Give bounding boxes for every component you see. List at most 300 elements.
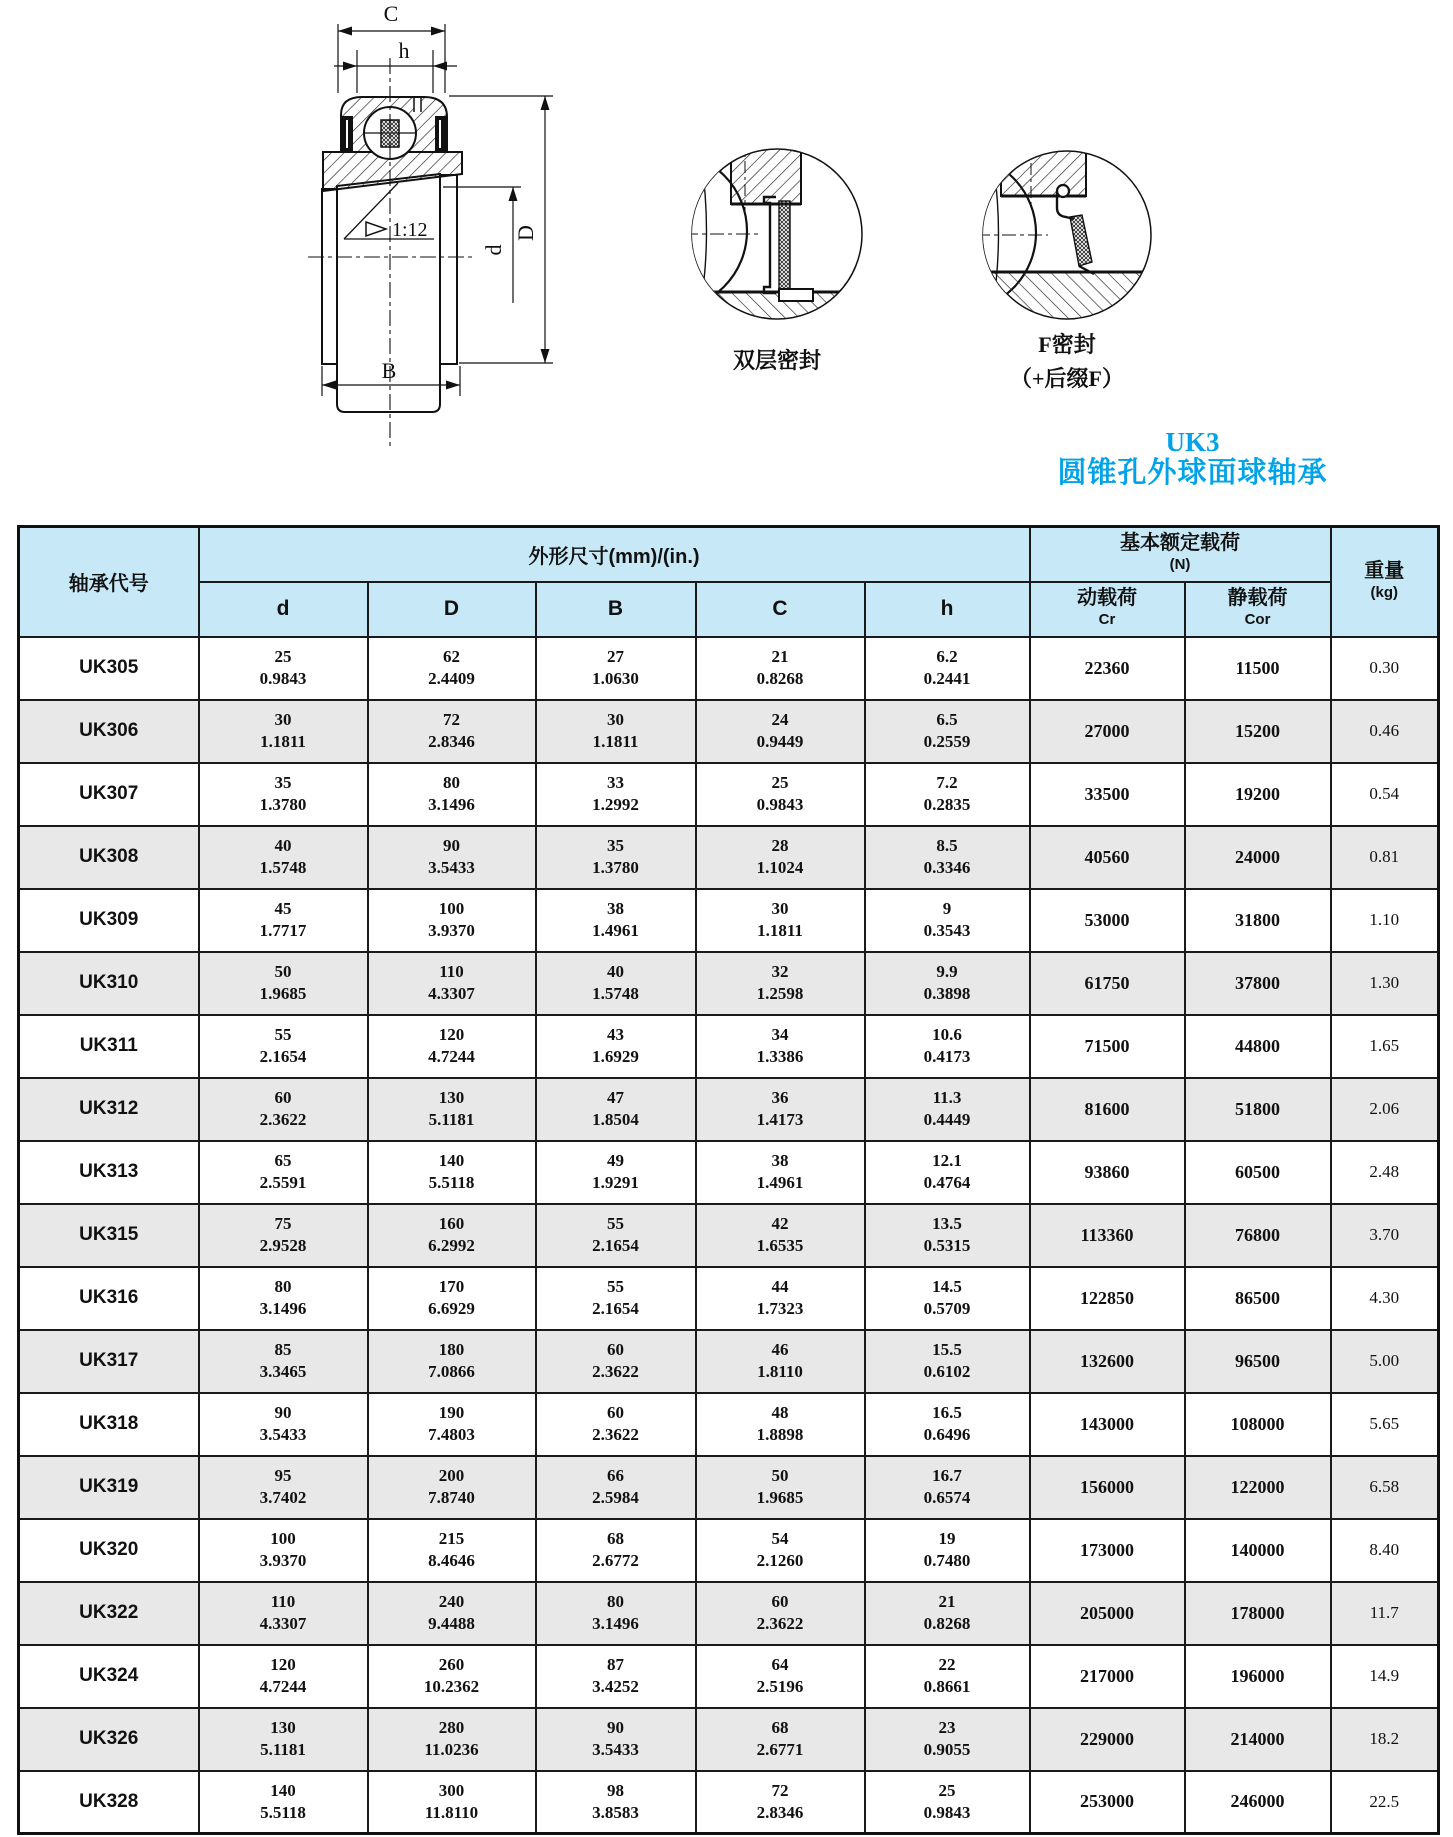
value-mm: 62 [443,647,460,666]
cell-h [865,1645,1030,1708]
cell-cr: 253000 [1030,1771,1185,1834]
cell-cr: 27000 [1030,700,1185,763]
value-inch: 0.3543 [923,921,971,940]
header-dim-h: h [865,582,1030,637]
cell-C [696,1204,865,1267]
value-inch: 0.3346 [923,858,971,877]
value-inch: 0.3898 [923,984,971,1003]
value-mm: 215 [438,1529,465,1548]
cell-d [199,763,368,826]
cell-cr: 113360 [1030,1204,1185,1267]
value-inch: 1.1811 [260,732,306,751]
value-mm: 12.1 [932,1151,962,1170]
value-inch: 2.3622 [756,1614,804,1633]
detail2-caption-line1: F密封 [1038,332,1096,357]
cell-cr: 33500 [1030,763,1185,826]
header-weight-unit: (kg) [1370,583,1398,601]
cell-h [865,1015,1030,1078]
value-mm: 43 [607,1025,624,1044]
cell-cor: 86500 [1185,1267,1331,1330]
cell-B [536,889,696,952]
detail-view-f-seal [880,140,1156,391]
table-row [19,763,1439,826]
cell-code: UK328 [19,1771,199,1834]
cell-D [368,637,536,700]
value-mm: 45 [274,899,292,918]
value-inch: 1.2992 [592,795,639,814]
cell-h [865,1330,1030,1393]
cell-d [199,1267,368,1330]
cell-C [696,700,865,763]
cell-h [865,1456,1030,1519]
value-mm: 300 [438,1780,465,1800]
value-mm: 95 [274,1466,292,1485]
value-inch: 2.8346 [428,732,475,751]
cell-B [536,1519,696,1582]
value-mm: 85 [274,1340,292,1359]
cell-code: UK307 [19,763,199,826]
value-mm: 60 [274,1088,292,1107]
cell-D [368,952,536,1015]
value-inch: 1.1811 [592,732,639,751]
value-inch: 0.4449 [923,1110,971,1129]
cell-code: UK305 [19,637,199,700]
value-mm: 28 [771,836,789,855]
value-mm: 60 [607,1403,624,1422]
cell-C [696,1771,865,1834]
value-inch: 2.1654 [592,1236,639,1255]
cell-cr: 61750 [1030,952,1185,1015]
cell-cor: 19200 [1185,763,1331,826]
value-inch: 0.5315 [923,1236,971,1255]
cell-code: UK313 [19,1141,199,1204]
cell-C [696,1330,865,1393]
value-inch: 3.5433 [592,1740,639,1759]
value-mm: 68 [607,1529,624,1548]
bearing-spec-table [17,525,1440,1835]
cell-cor: 15200 [1185,700,1331,763]
value-mm: 7.2 [936,773,958,792]
value-inch: 1.4173 [756,1110,804,1129]
header-weight-title: 重量 [1364,559,1405,582]
cell-cr: 132600 [1030,1330,1185,1393]
table-row [19,952,1439,1015]
value-mm: 46 [771,1340,789,1359]
cell-kg: 6.58 [1331,1456,1439,1519]
value-inch: 6.2992 [428,1236,475,1255]
value-inch: 3.3465 [259,1362,307,1381]
cell-cor: 108000 [1185,1393,1331,1456]
table-row [19,1330,1439,1393]
value-mm: 68 [771,1718,789,1737]
value-mm: 130 [438,1088,465,1107]
value-mm: 38 [607,899,624,918]
header-load-title: 基本额定载荷 [1120,532,1240,555]
cell-B [536,1582,696,1645]
value-inch: 2.4409 [428,669,475,688]
value-inch: 0.8661 [923,1677,971,1696]
value-inch: 4.7244 [428,1047,475,1066]
cell-cr: 71500 [1030,1015,1185,1078]
value-mm: 87 [607,1655,624,1674]
value-mm: 48 [771,1403,789,1422]
value-mm: 98 [607,1780,624,1800]
cell-kg: 2.48 [1331,1141,1439,1204]
cell-cor: 44800 [1185,1015,1331,1078]
value-mm: 14.5 [932,1277,962,1296]
cell-kg: 5.65 [1331,1393,1439,1456]
table-row [19,1078,1439,1141]
main-bearing-section-view [308,58,474,448]
header-dynamic-load-symbol: Cr [1098,611,1116,628]
value-inch: 1.4961 [756,1173,804,1192]
cell-h [865,763,1030,826]
header-static-load [1185,582,1331,637]
value-mm: 6.2 [936,647,958,666]
value-inch: 0.9449 [756,732,804,751]
cell-D [368,1519,536,1582]
value-inch: 7.0866 [428,1362,475,1381]
value-inch: 2.9528 [259,1236,307,1255]
value-mm: 190 [438,1403,465,1422]
header-bearing-code: 轴承代号 [19,527,199,637]
cell-kg: 22.5 [1331,1771,1439,1834]
value-mm: 10.6 [932,1025,962,1044]
cell-C [696,1141,865,1204]
value-mm: 13.5 [932,1214,962,1233]
cell-D [368,826,536,889]
cell-kg: 1.65 [1331,1015,1439,1078]
header-weight [1331,527,1439,637]
cell-D [368,763,536,826]
value-inch: 5.5118 [260,1802,306,1822]
header-static-load-title: 静载荷 [1227,587,1288,609]
cell-h [865,826,1030,889]
value-inch: 2.1654 [259,1047,307,1066]
cell-cor: 11500 [1185,637,1331,700]
cell-cor: 76800 [1185,1204,1331,1267]
cell-kg: 0.81 [1331,826,1439,889]
cell-code: UK311 [19,1015,199,1078]
value-mm: 11.3 [932,1088,962,1107]
table-header [19,527,1439,637]
value-mm: 24 [771,710,789,729]
value-inch: 2.3622 [592,1425,639,1444]
cell-kg: 0.30 [1331,637,1439,700]
cell-cr: 156000 [1030,1456,1185,1519]
value-inch: 1.5748 [592,984,639,1003]
cell-d [199,1456,368,1519]
header-dim-B: B [536,582,696,637]
value-mm: 180 [438,1340,465,1359]
value-mm: 75 [274,1214,292,1233]
dim-label-d: d [481,244,506,256]
value-mm: 200 [438,1466,465,1485]
detail-view-double-seal [589,138,866,373]
value-mm: 240 [438,1592,465,1611]
cell-C [696,1519,865,1582]
cell-B [536,1141,696,1204]
table-row [19,1393,1439,1456]
value-mm: 15.5 [932,1340,962,1359]
header-dimensions-group: 外形尺寸(mm)/(in.) [199,527,1030,582]
value-inch: 1.1024 [756,858,804,877]
cell-cr: 93860 [1030,1141,1185,1204]
value-inch: 6.6929 [428,1299,475,1318]
value-mm: 120 [270,1655,296,1674]
cell-D [368,1141,536,1204]
cell-cor: 178000 [1185,1582,1331,1645]
value-mm: 27 [607,647,624,666]
cell-code: UK308 [19,826,199,889]
cell-C [696,1393,865,1456]
cell-cr: 81600 [1030,1078,1185,1141]
cell-cr: 205000 [1030,1582,1185,1645]
cell-cor: 24000 [1185,826,1331,889]
value-mm: 36 [771,1088,789,1107]
table-row [19,1015,1439,1078]
cell-kg: 11.7 [1331,1582,1439,1645]
cell-h [865,1708,1030,1771]
value-inch: 3.8583 [592,1802,639,1822]
value-inch: 3.1496 [259,1299,307,1318]
value-inch: 2.6772 [592,1551,639,1570]
value-mm: 47 [607,1088,624,1107]
cell-code: UK326 [19,1708,199,1771]
value-inch: 2.5984 [592,1488,639,1507]
cell-B [536,1393,696,1456]
value-inch: 3.5433 [259,1425,307,1444]
value-inch: 2.1654 [592,1299,639,1318]
cell-D [368,1645,536,1708]
value-inch: 1.3780 [259,795,307,814]
value-inch: 0.8268 [756,669,804,688]
value-inch: 0.2835 [923,795,971,814]
cell-h [865,1141,1030,1204]
cell-B [536,1267,696,1330]
value-inch: 3.9370 [259,1551,307,1570]
value-inch: 2.3622 [259,1110,307,1129]
cell-code: UK320 [19,1519,199,1582]
cell-code: UK319 [19,1456,199,1519]
cell-D [368,1456,536,1519]
table-row [19,1771,1439,1834]
cell-cr: 173000 [1030,1519,1185,1582]
value-mm: 30 [771,899,789,918]
cell-C [696,1582,865,1645]
cell-code: UK316 [19,1267,199,1330]
cell-C [696,1078,865,1141]
cell-C [696,826,865,889]
value-mm: 170 [438,1277,465,1296]
value-inch: 4.7244 [259,1677,307,1696]
value-inch: 3.5433 [428,858,475,877]
cell-h [865,637,1030,700]
value-inch: 0.6574 [923,1488,971,1507]
value-mm: 55 [607,1214,624,1233]
header-dim-D: D [368,582,536,637]
value-inch: 1.8898 [756,1425,804,1444]
cell-code: UK322 [19,1582,199,1645]
cell-D [368,700,536,763]
value-mm: 30 [274,710,292,729]
cell-cor: 122000 [1185,1456,1331,1519]
cell-kg: 0.54 [1331,763,1439,826]
cell-B [536,1330,696,1393]
cell-kg: 1.10 [1331,889,1439,952]
cell-kg: 5.00 [1331,1330,1439,1393]
cell-h [865,1519,1030,1582]
value-mm: 50 [274,962,292,981]
header-static-load-symbol: Cor [1244,611,1271,628]
cell-code: UK309 [19,889,199,952]
value-mm: 9 [942,899,952,918]
value-inch: 3.1496 [428,795,475,814]
dim-label-D: D [513,225,538,241]
value-mm: 6.5 [936,710,958,729]
cell-kg: 8.40 [1331,1519,1439,1582]
cell-kg: 18.2 [1331,1708,1439,1771]
cell-h [865,1267,1030,1330]
cell-C [696,1645,865,1708]
cell-d [199,1708,368,1771]
value-mm: 100 [270,1529,296,1548]
value-mm: 65 [274,1151,292,1170]
value-inch: 1.4961 [592,921,639,940]
value-mm: 33 [607,773,624,792]
value-mm: 80 [443,773,460,792]
cell-cr: 53000 [1030,889,1185,952]
cell-D [368,1204,536,1267]
cell-cor: 51800 [1185,1078,1331,1141]
value-mm: 280 [438,1718,465,1737]
value-mm: 260 [438,1655,465,1674]
value-mm: 66 [607,1466,624,1485]
cell-h [865,1078,1030,1141]
value-mm: 72 [443,710,460,729]
cell-D [368,1330,536,1393]
cell-cr: 143000 [1030,1393,1185,1456]
value-mm: 35 [274,773,292,792]
value-mm: 16.5 [932,1403,962,1422]
value-inch: 11.8110 [424,1802,479,1822]
value-inch: 2.8346 [756,1802,804,1822]
cell-cr: 22360 [1030,637,1185,700]
value-mm: 42 [771,1214,789,1233]
cell-D [368,1393,536,1456]
value-mm: 90 [607,1718,624,1737]
cell-B [536,1771,696,1834]
cell-d [199,1015,368,1078]
value-mm: 60 [607,1340,624,1359]
cell-code: UK324 [19,1645,199,1708]
table-row [19,1708,1439,1771]
value-inch: 1.0630 [592,669,639,688]
header-load-group [1030,527,1331,582]
value-mm: 54 [771,1529,789,1548]
value-mm: 50 [771,1466,789,1485]
cell-cr: 229000 [1030,1708,1185,1771]
cell-h [865,1771,1030,1834]
value-inch: 7.4803 [428,1425,475,1444]
taper-ratio-label: 1:12 [392,219,428,241]
value-mm: 60 [771,1592,789,1611]
header-dim-d: d [199,582,368,637]
value-inch: 1.3386 [756,1047,804,1066]
value-inch: 2.5591 [259,1173,307,1192]
series-title [1020,428,1365,490]
value-inch: 1.7323 [756,1299,804,1318]
value-inch: 0.4173 [923,1047,971,1066]
cell-kg: 0.46 [1331,700,1439,763]
cell-d [199,1771,368,1834]
cell-kg: 14.9 [1331,1645,1439,1708]
cell-d [199,1078,368,1141]
value-inch: 3.4252 [592,1677,639,1696]
cell-D [368,1771,536,1834]
value-inch: 0.9843 [259,669,307,688]
cell-kg: 3.70 [1331,1204,1439,1267]
value-inch: 1.9685 [756,1488,804,1507]
value-inch: 1.3780 [592,858,639,877]
value-inch: 0.9055 [923,1740,971,1759]
value-mm: 110 [439,962,464,981]
cell-D [368,1708,536,1771]
value-mm: 35 [607,836,624,855]
cell-B [536,826,696,889]
value-mm: 38 [771,1151,789,1170]
cell-code: UK315 [19,1204,199,1267]
value-inch: 7.8740 [428,1488,475,1507]
value-mm: 90 [274,1403,292,1422]
table-row [19,1645,1439,1708]
value-mm: 49 [607,1151,624,1170]
cell-C [696,1708,865,1771]
value-inch: 0.5709 [923,1299,971,1318]
value-inch: 0.9843 [756,795,804,814]
value-inch: 1.9291 [592,1173,639,1192]
value-mm: 19 [938,1529,956,1548]
value-mm: 40 [274,836,292,855]
value-inch: 0.6496 [923,1425,971,1444]
value-inch: 5.1181 [260,1740,306,1759]
value-mm: 90 [443,836,460,855]
value-mm: 9.9 [936,962,958,981]
cell-cr: 40560 [1030,826,1185,889]
value-inch: 1.5748 [259,858,307,877]
dim-label-B: B [381,358,397,383]
cell-cor: 214000 [1185,1708,1331,1771]
cell-code: UK312 [19,1078,199,1141]
value-mm: 40 [607,962,624,981]
cell-cr: 122850 [1030,1267,1185,1330]
cell-D [368,1015,536,1078]
cell-B [536,763,696,826]
value-mm: 32 [771,962,789,981]
table-row [19,1582,1439,1645]
cell-cor: 246000 [1185,1771,1331,1834]
value-mm: 130 [270,1718,296,1737]
header-dynamic-load-title: 动载荷 [1077,587,1137,609]
value-inch: 0.4764 [923,1173,971,1192]
value-mm: 21 [938,1592,956,1611]
cell-D [368,1078,536,1141]
cell-d [199,1519,368,1582]
value-mm: 160 [438,1214,465,1233]
value-inch: 0.2441 [923,669,971,688]
header-dynamic-load [1030,582,1185,637]
table-body [19,637,1439,1834]
